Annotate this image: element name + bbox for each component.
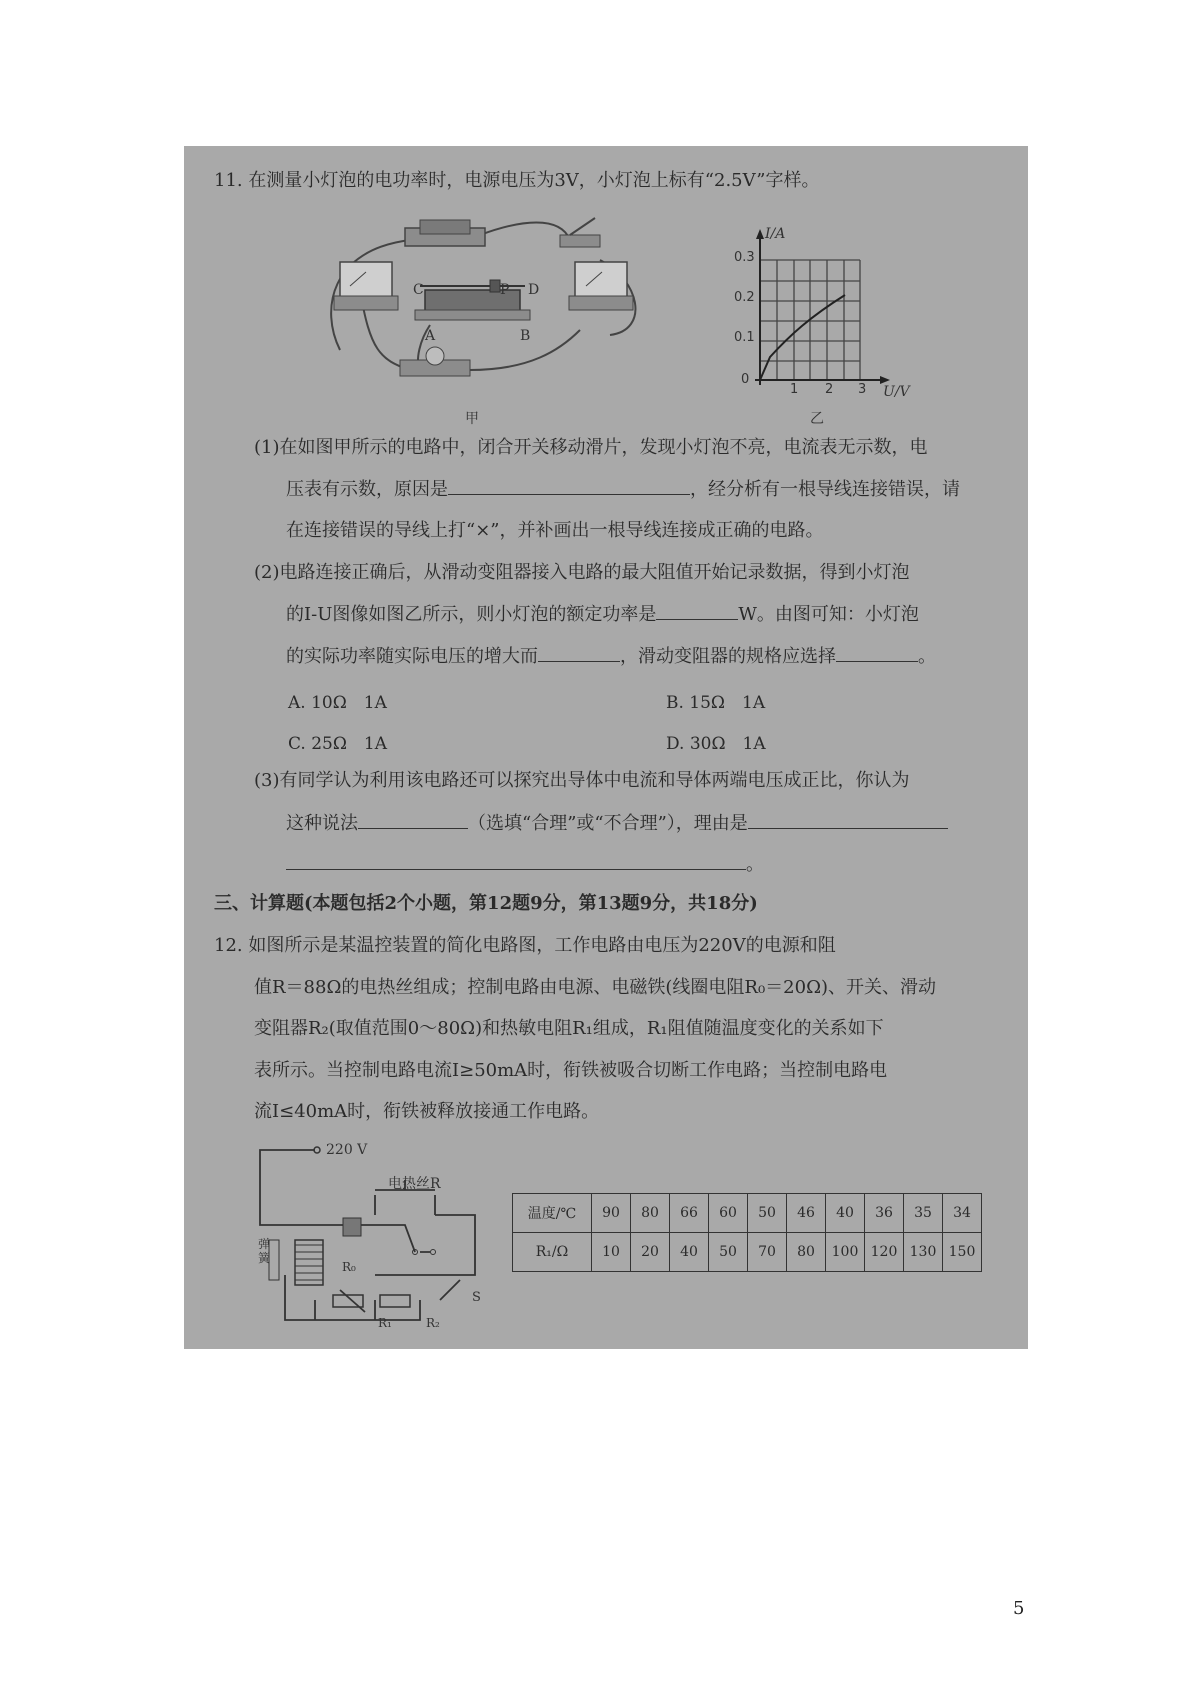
y-tick-label: 0.2 [734, 290, 755, 305]
q11-p3-line2: 这种说法 （选填“合理”或“不合理”），理由是 [286, 812, 948, 835]
table-cell: 20 [631, 1233, 670, 1272]
table-header-cell: 温度/℃ [513, 1194, 592, 1233]
q11-p2-line3: 的实际功率随实际电压的增大而 ，滑动变阻器的规格应选择 。 [286, 646, 936, 667]
r0-label: R₀ [342, 1260, 356, 1274]
q12-line3: 变阻器R₂(取值范围0～80Ω)和热敏电阻R₁组成，R₁阻值随温度变化的关系如下 [254, 1018, 884, 1039]
answer-blank[interactable] [358, 812, 468, 829]
r2-label: R₂ [426, 1316, 440, 1330]
label-c: C [413, 282, 424, 298]
x-tick-label: 2 [825, 382, 834, 397]
iu-graph [700, 225, 900, 395]
switch-label: S [472, 1290, 481, 1305]
y-tick-label: 0.3 [734, 250, 755, 265]
q12-line5: 流I≤40mA时，衔铁被释放接通工作电路。 [254, 1101, 600, 1122]
label-d: D [528, 282, 540, 298]
answer-blank[interactable] [836, 645, 918, 662]
caption-jia: 甲 [465, 411, 479, 427]
table-cell: 36 [865, 1194, 904, 1233]
q11-p1-line3: 在连接错误的导线上打“×”，并补画出一根导线连接成正确的电路。 [286, 520, 824, 541]
answer-blank[interactable] [748, 812, 948, 829]
q12-line2: 值R＝88Ω的电热丝组成；控制电路由电源、电磁铁(线圈电阻R₀＝20Ω)、开关、滑动 [254, 977, 937, 998]
answer-blank[interactable] [448, 478, 690, 495]
circuit-diagram-jia [320, 210, 650, 410]
origin-label: 0 [741, 372, 750, 387]
x-axis-label: U/V [883, 384, 910, 400]
table-cell: 50 [748, 1194, 787, 1233]
option-b[interactable]: B. 15Ω 1A [666, 693, 766, 713]
table-cell: 10 [592, 1233, 631, 1272]
q12-line1: 12. 如图所示是某温控装置的简化电路图，工作电路由电压为220V的电源和阻 [214, 935, 836, 956]
table-cell: 120 [865, 1233, 904, 1272]
label-p: P [500, 282, 510, 298]
option-d[interactable]: D. 30Ω 1A [666, 734, 766, 754]
spring-label: 弹簧 [258, 1237, 271, 1265]
q12-line4: 表所示。当控制电路电流I≥50mA时，衔铁被吸合切断工作电路；当控制电路电 [254, 1060, 888, 1081]
y-tick-label: 0.1 [734, 330, 755, 345]
table-cell: 100 [826, 1233, 865, 1272]
q11-p1-line1: (1)在如图甲所示的电路中，闭合开关移动滑片，发现小灯泡不亮，电流表无示数，电 [254, 437, 928, 458]
voltage-label: 220 V [326, 1142, 368, 1158]
table-cell: 80 [787, 1233, 826, 1272]
table-row [513, 1233, 982, 1272]
table-header-cell: R₁/Ω [513, 1233, 592, 1272]
q11-p2-line2: 的I-U图像如图乙所示，则小灯泡的额定功率是 W。由图可知：小灯泡 [286, 604, 919, 625]
q11-p2-line1: (2)电路连接正确后，从滑动变阻器接入电路的最大阻值开始记录数据，得到小灯泡 [254, 562, 910, 583]
table-cell: 35 [904, 1194, 943, 1233]
label-a: A [425, 328, 436, 344]
table-cell: 60 [709, 1194, 748, 1233]
table-cell: 40 [826, 1194, 865, 1233]
heater-label: 电热丝R [388, 1176, 441, 1192]
table-cell: 80 [631, 1194, 670, 1233]
control-circuit-diagram [255, 1140, 495, 1340]
table-cell: 50 [709, 1233, 748, 1272]
caption-yi: 乙 [810, 411, 824, 427]
y-axis-label: I/A [765, 226, 786, 242]
table-cell: 70 [748, 1233, 787, 1272]
table-cell: 130 [904, 1233, 943, 1272]
x-tick-label: 1 [790, 382, 799, 397]
table-row [513, 1194, 982, 1233]
q11-p1-line2: 压表有示数，原因是 ，经分析有一根导线连接错误，请 [286, 479, 960, 500]
temperature-resistance-table [512, 1193, 982, 1272]
table-cell: 40 [670, 1233, 709, 1272]
q11-p3-line1: (3)有同学认为利用该电路还可以探究出导体中电流和导体两端电压成正比，你认为 [254, 770, 910, 791]
answer-blank[interactable] [538, 645, 620, 662]
x-tick-label: 3 [858, 382, 867, 397]
option-c[interactable]: C. 25Ω 1A [288, 734, 388, 754]
table-cell: 46 [787, 1194, 826, 1233]
table-cell: 66 [670, 1194, 709, 1233]
answer-blank[interactable] [286, 853, 746, 870]
table-cell: 150 [943, 1233, 982, 1272]
r1-label: R₁ [378, 1316, 392, 1330]
answer-blank[interactable] [656, 603, 738, 620]
table-cell: 34 [943, 1194, 982, 1233]
page-number: 5 [1013, 1598, 1025, 1619]
q11-p3-line3: 。 [286, 853, 764, 876]
section-heading: 三、计算题(本题包括2个小题，第12题9分，第13题9分，共18分) [214, 893, 758, 914]
option-a[interactable]: A. 10Ω 1A [288, 693, 387, 713]
table-cell: 90 [592, 1194, 631, 1233]
label-b: B [520, 328, 531, 344]
q11-stem: 11. 在测量小灯泡的电功率时，电源电压为3V，小灯泡上标有“2.5V”字样。 [214, 170, 820, 191]
